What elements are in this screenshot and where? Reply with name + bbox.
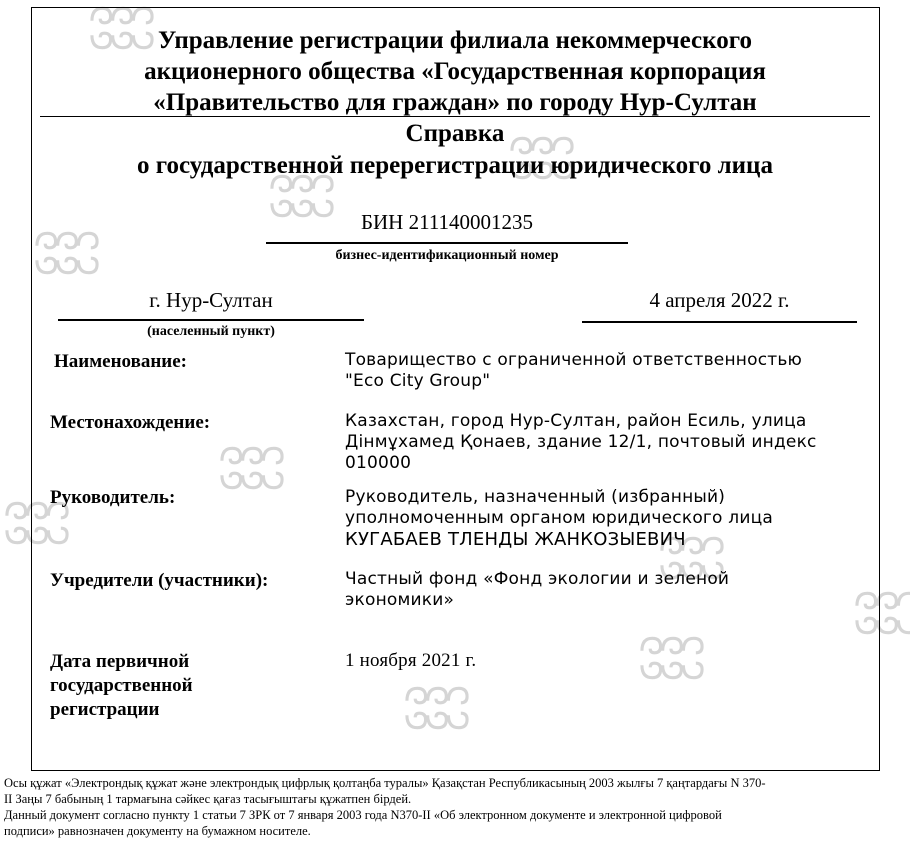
bin-value: БИН 211140001235 — [360, 210, 534, 234]
document-date: 4 апреля 2022 г. — [649, 288, 790, 312]
head-value-line-2: уполномоченным органом юридического лица — [345, 508, 773, 528]
registration-label-line-3: регистрации — [50, 699, 160, 720]
date-underline — [582, 321, 857, 323]
registration-label-line-2: государственной — [50, 675, 193, 696]
place-value: г. Нур-Султан — [149, 288, 273, 312]
name-value — [345, 350, 865, 392]
registration-label — [50, 650, 330, 722]
location-label: Местонахождение: — [50, 412, 211, 433]
head-value-line-1: Руководитель, назначенный (избранный) — [345, 487, 726, 507]
registration-label-line-1: Дата первичной — [50, 651, 190, 672]
location-value-line-1: Казахстан, город Нур-Султан, район Есиль, улица — [345, 411, 807, 431]
document-title: Справка — [405, 120, 505, 147]
issuer-line-2: акционерного общества «Государственная корпорация — [144, 58, 766, 85]
location-value — [345, 411, 865, 474]
place-caption: (населенный пункт) — [147, 324, 275, 339]
footer-kz-line-1: Осы құжат «Электрондық құжат және электрондық цифрлық қолтаңба туралы» Қазақстан Республикасының 2003 жылғы 7 қаңтардағы N 370- — [4, 776, 766, 790]
bin-underline — [266, 242, 628, 244]
founders-label: Учредители (участники): — [50, 570, 269, 591]
issuer-header — [40, 25, 870, 118]
location-value-line-3: 010000 — [345, 453, 412, 473]
head-label: Руководитель: — [50, 487, 176, 508]
name-label: Наименование: — [54, 351, 187, 372]
issuer-line-3: «Правительство для граждан» по городу Нур-Султан — [153, 89, 757, 116]
footer-ru-line-1: Данный документ согласно пункту 1 статьи 7 ЗРК от 7 января 2003 года N370-II «Об электронном документе и электронной цифровой — [4, 808, 722, 822]
founders-value-line-1: Частный фонд «Фонд экологии и зеленой — [345, 569, 730, 589]
name-value-line-1: Товарищество с ограниченной ответственностью — [345, 350, 803, 370]
head-value-line-3: КУГАБАЕВ ТЛЕНДЫ ЖАНКОЗЫЕВИЧ — [345, 529, 686, 550]
header-divider — [40, 116, 870, 117]
issuer-line-1: Управление регистрации филиала некоммерческого — [158, 27, 752, 54]
head-value — [345, 487, 865, 550]
footer-ru-line-2: подписи» равнозначен документу на бумажном носителе. — [4, 824, 311, 838]
founders-value — [345, 569, 865, 611]
legal-footer — [4, 775, 894, 839]
founders-value-line-2: экономики» — [345, 590, 455, 610]
place-underline — [58, 319, 364, 321]
location-value-line-2: Дінмұхамед Қонаев, здание 12/1, почтовый индекс — [345, 432, 817, 452]
footer-kz-line-2: II Заңы 7 бабының 1 тармағына сәйкес қағаз тасығыштағы құжатпен бірдей. — [4, 792, 412, 806]
registration-value: 1 ноября 2021 г. — [345, 650, 477, 671]
document-subtitle: о государственной перерегистрации юридического лица — [137, 152, 773, 179]
bin-caption: бизнес-идентификационный номер — [335, 248, 559, 263]
name-value-line-2: "Eco City Group" — [345, 371, 491, 391]
